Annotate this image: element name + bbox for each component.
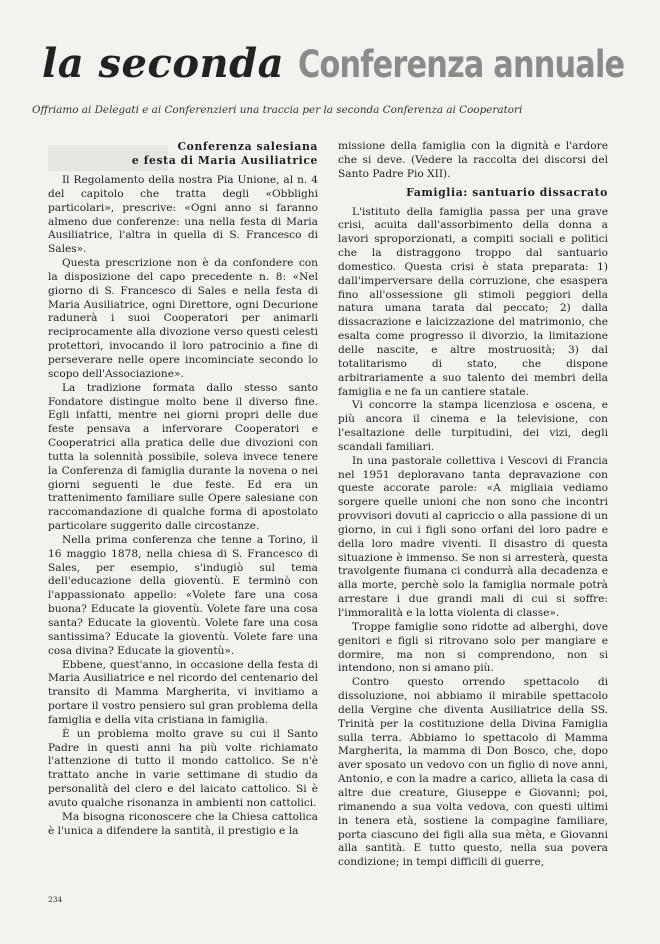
section-heading-1a: Conferenza salesiana [177,140,318,153]
paragraph: L'istituto della famiglia passa per una grave crisi, acuita dall'assorbimento della donna a lavori sproporzionati, a compiti sociali e politici che la distraggono troppo dal santuario domestico. Questa crisi è stata preparata: 1) dall'imperversare della corruzione, che esaspera fino all'ossessione gli stimoli peggiori della natura umana tarata dal peccato; 2) dalla dissacrazione e laicizzazione del matrimonio, che esalta come progresso il divorzio, la limitazione delle nascite, e altre mostruosità; 3) dal totalitarismo di stato, che dispone arbitrariamente a suo talento dei membri della famiglia e ne fa un cantiere statale. [338,205,608,398]
paragraph: Ebbene, quest'anno, in occasione della festa di Maria Ausiliatrice e nel ricordo del centenario del transito di Mamma Margherita, vi invitiamo a portare il vostro pensiero sul gran problema della famiglia e della vita cristiana in famiglia. [48,658,318,726]
paragraph: Troppe famiglie sono ridotte ad alberghi, dove genitori e figli si ritrovano solo per mangiare e dormire, ma non si comprendono, non si intendono, non si amano più. [338,620,608,675]
paragraph: È un problema molto grave su cui il Santo Padre in questi anni ha più volte richiamato l'attenzione di tutto il mondo cattolico. Se n'è trattato anche in varie settimane di studio da personalità del clero e del laicato cattolico. Si è avuto qualche risonanza in ambienti non cattolici. [48,727,318,809]
paragraph: Nella prima conferenza che tenne a Torino, il 16 maggio 1878, nella chiesa di S. Francesco di Sales, per esempio, s'indugiò sul tema dell'educazione della gioventù. E terminò con l'appassionato appello: «Volete fare una cosa buona? Educate la gioventù. Volete fare una cosa santa? Educate la gioventù. Volete fare una cosa santissima? Educate la gioventù. Volete fare una cosa divina? Educate la gioventù». [48,533,318,657]
page-number: 234 [48,895,63,904]
paragraph: missione della famiglia con la dignità e l'ardore che si deve. (Vedere la raccolta dei discorsi del Santo Padre Pio XII). [338,140,608,180]
left-column [48,140,318,839]
title-bold: Conferenza annuale [298,43,625,86]
paragraph: Vi concorre la stampa licenziosa e oscena, e più ancora il cinema e la televisione, con l'esaltazione delle turpitudini, dei vizi, degli scandali familiari. [338,399,608,453]
paragraph: Ma bisogna riconoscere che la Chiesa cattolica è l'unica a difendere la santità, il prestigio e la [48,810,318,837]
paragraph: Contro questo orrendo spettacolo di dissoluzione, noi abbiamo il mirabile spettacolo della Vergine che diventa Ausiliatrice della SS. Trinità per la costituzione della Divina Famiglia sulla terra. Abbiamo lo spettacolo di Mamma Margherita, la mamma di Don Bosco, che, dopo aver sposato un vedovo con un figlio di nove anni, Antonio, e con la madre a carico, allieta la casa di altre due creature, Giuseppe e Giovanni; poi, rimanendo a sua volta vedova, con questi ultimi in tenera età, sostiene la compagine familiare, porta ciascuno dei figli alla sua mèta, e Giovanni alla santità. E tutto questo, nella sua povera condizione; in tempi difficili di guerre, [338,676,608,869]
subtitle: Offriamo ai Delegati e ai Conferenzieri una traccia per la seconda Conferenza ai Cooperatori [32,104,523,116]
paragraph: Questa prescrizione non è da confondere con la disposizione del capo precedente n. 8: «Nel giorno di S. Francesco di Sales e nella festa di Maria Ausiliatrice, ogni Direttore, ogni Decurione radunerà i suoi Cooperatori per animarli reciprocamente alla divozione verso questi celesti protettori, invocando il loro patrocinio a fine di perseverare nelle opere incominciate secondo lo scopo dell'Associazione». [48,257,318,380]
paragraph: In una pastorale collettiva i Vescovi di Francia nel 1951 deploravano tanta depravazione con queste accorate parole: «A migliaia vediamo sorgere quelle unioni che non sono che incontri provvisori dovuti al capriccio o alla passione di un giorno, in cui i figli sono orfani del loro padre e della loro madre viventi. Il disastro di questa situazione è immenso. Se non si arresterà, questa travolgente fiumana ci condurrà alla decadenza e alla morte, perchè solo la famiglia normale potrà arrestare i due grandi mali di cui si soffre: l'immoralità e la lotta violenta di classe». [338,454,608,619]
right-column [338,140,608,870]
page-title [42,40,642,96]
paragraph: La tradizione formata dallo stesso santo Fondatore distingue molto bene il diverso fine. Egli infatti, mentre nei giorni propri delle due feste pensava a infervorare Cooperatori e Cooperatrici alla pratica delle due divozioni con tutta la solennità possibile, soleva invece tenere la Conferenza di famiglia durante la novena o nei giorni seguenti le due feste. Ed era un trattenimento familiare sulle Opere salesiane con raccomandazione di qualche forma di apostolato particolare suggerito dalle circostanze. [48,381,318,533]
title-italic: la seconda [42,40,285,87]
paragraph: Il Regolamento della nostra Pia Unione, al n. 4 del capitolo che tratta degli «Obblighi particolari», prescrive: «Ogni anno si faranno almeno due conferenze: una nella festa di Maria Ausiliatrice, l'altra in quella di S. Francesco di Sales». [48,174,318,256]
section-heading-1b: e festa di Maria Ausiliatrice [131,154,318,167]
section-heading-2: Famiglia: santuario dissacrato [406,185,608,199]
